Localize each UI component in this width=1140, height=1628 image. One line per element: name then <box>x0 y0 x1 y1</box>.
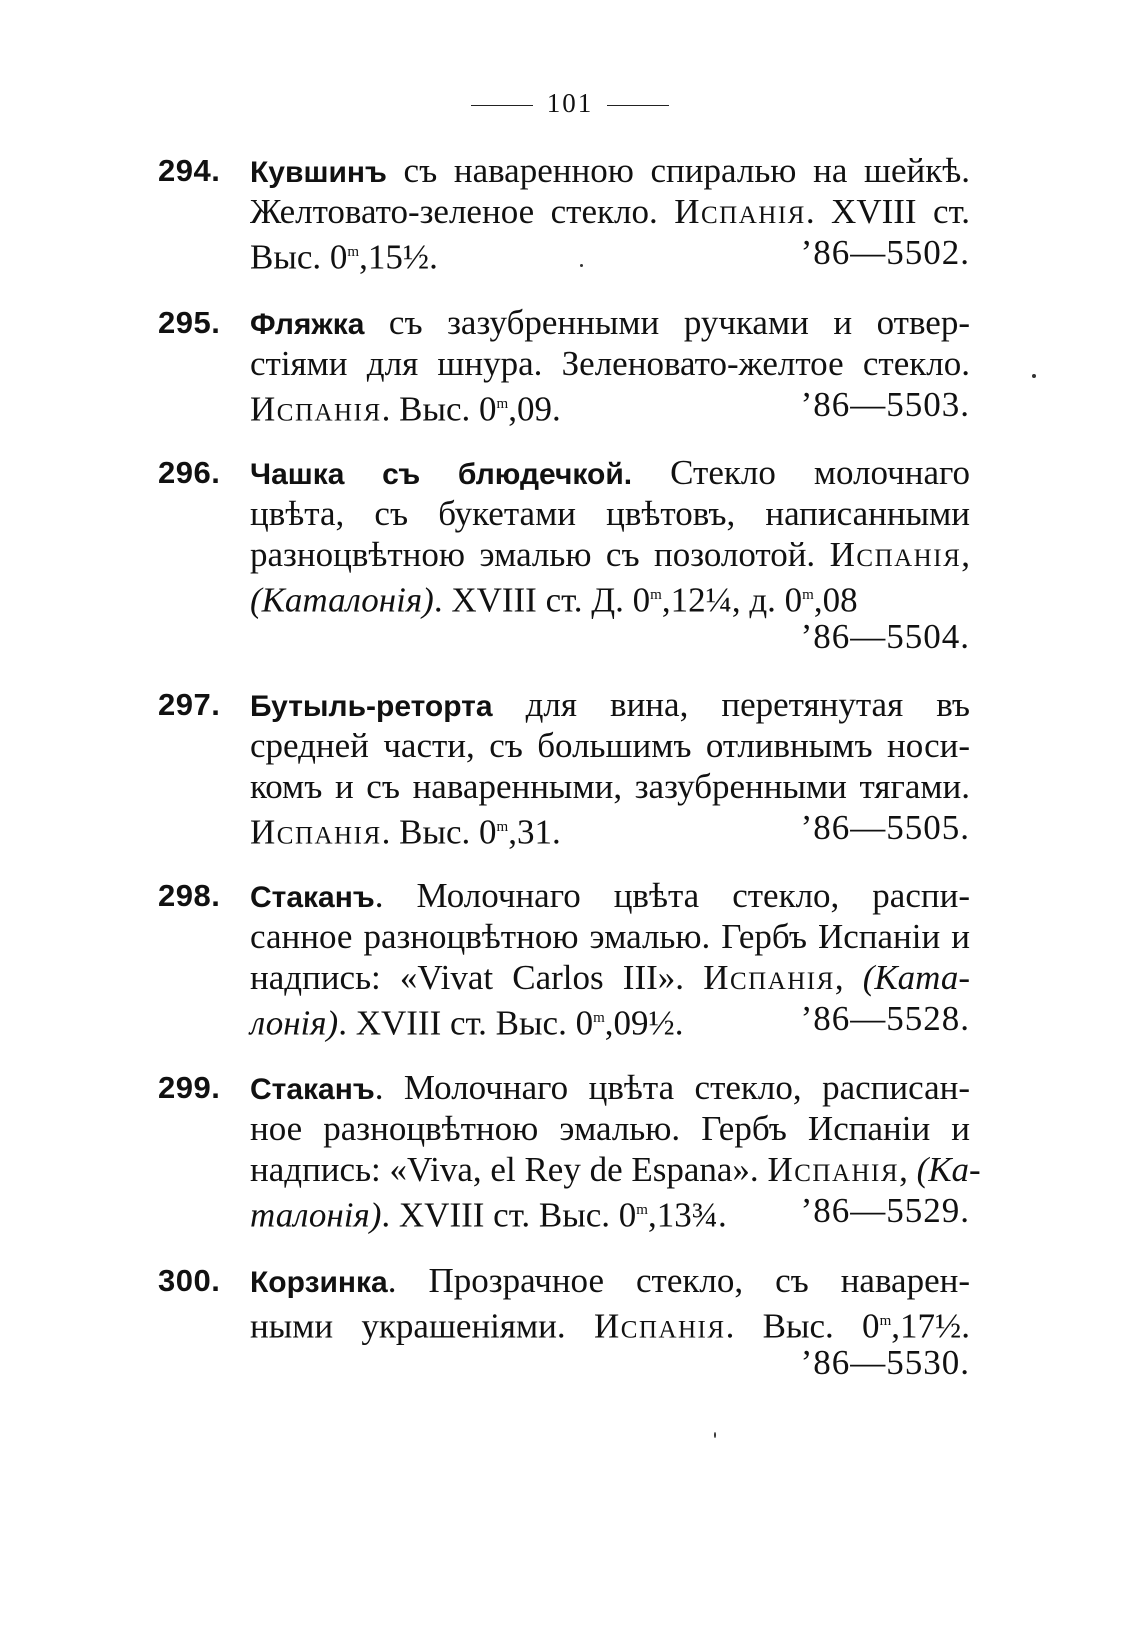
catalog-entry-297 <box>158 684 970 852</box>
entry-line: Бутыль-реторта для вина, перетянутая въ <box>250 685 970 724</box>
entry-line: Корзинка. Прозрачное стекло, съ наварен- <box>250 1261 970 1300</box>
catalog-entry-295 <box>158 302 970 429</box>
entry-number: 294. <box>158 153 221 188</box>
entry-line: стіями для шнура. Зеленовато-желтое стекло. <box>250 344 970 383</box>
inventory-number: ’86—5530. <box>800 1343 970 1382</box>
catalog-entry-300 <box>158 1260 970 1383</box>
entry-line: надпись: «Viva, el Rey de Espana». Испанія, (Ка- <box>250 1150 981 1189</box>
entry-line: Стаканъ. Молочнаго цвѣта стекло, расписан- <box>250 1068 970 1107</box>
entry-line-last: Испанія. Выс. 0$^m$,09. ’86—5503. <box>250 385 970 429</box>
entry-number: 296. <box>158 455 221 490</box>
entry-line: комъ и съ наваренными, зазубренными тягами. <box>250 767 970 806</box>
entry-line: ное разноцвѣтною эмалью. Гербъ Испаніи и <box>250 1109 970 1148</box>
entry-line: Кувшинъ съ наваренною спиралью на шейкѣ. <box>250 151 970 190</box>
header-rule-right <box>607 105 669 106</box>
entry-line: цвѣта, съ букетами цвѣтовъ, написанными <box>250 494 970 533</box>
entry-line: Чашка съ блюдечкой. Стекло молочнаго <box>250 453 970 492</box>
page-number: 101 <box>546 88 594 118</box>
catalog-entry-296 <box>158 452 970 657</box>
inventory-number: ’86—5505. <box>800 808 970 847</box>
inventory-number: ’86—5529. <box>800 1191 970 1230</box>
print-speck <box>714 1432 716 1438</box>
inventory-number: ’86—5503. <box>800 385 970 424</box>
entry-line: Желтовато-зеленое стекло. Испанія. XVIII ст. <box>250 192 970 231</box>
catalog-entry-294 <box>158 150 970 277</box>
entry-number: 298. <box>158 878 221 913</box>
entry-line-last <box>250 1342 970 1383</box>
entry-line: Стаканъ. Молочнаго цвѣта стекло, распи- <box>250 876 970 915</box>
entry-number: 300. <box>158 1263 221 1298</box>
entry-line: санное разноцвѣтною эмалью. Гербъ Испаніи и <box>250 917 970 956</box>
entry-line-last <box>250 616 970 657</box>
entry-number: 299. <box>158 1070 221 1105</box>
entry-line-last: Выс. 0$^m$,15½. ’86—5502. <box>250 233 970 277</box>
entry-line: (Каталонія). XVIII ст. Д. 0$^m$,12¼, д. 0$^m$,08 <box>250 580 858 620</box>
entry-line-last: Испанія. Выс. 0$^m$,31. ’86—5505. <box>250 808 970 852</box>
inventory-number: ’86—5528. <box>800 999 970 1038</box>
catalog-entry-299 <box>158 1067 981 1235</box>
entry-line-last: лонія). XVIII ст. Выс. 0$^m$,09½. ’86—5528. <box>250 999 970 1043</box>
print-speck <box>580 264 583 267</box>
entry-number: 295. <box>158 305 221 340</box>
entry-number: 297. <box>158 687 221 722</box>
page-header <box>0 88 1140 119</box>
inventory-number: ’86—5504. <box>800 617 970 656</box>
entry-line: ными украшеніями. Испанія. Выс. 0$^m$,17½. <box>250 1306 970 1346</box>
entry-line: средней части, съ большимъ отливнымъ носи- <box>250 726 970 765</box>
inventory-number: ’86—5502. <box>800 233 970 272</box>
entry-line-last: талонія). XVIII ст. Выс. 0$^m$,13¾. ’86—5529. <box>250 1191 970 1235</box>
header-rule-left <box>471 105 533 106</box>
entry-line: разноцвѣтною эмалью съ позолотой. Испанія, <box>250 535 970 574</box>
print-speck <box>1032 374 1036 378</box>
entry-line: Фляжка съ зазубренными ручками и отвер- <box>250 303 970 342</box>
catalog-entry-298 <box>158 875 970 1043</box>
entry-line: надпись: «Vivat Carlos III». Испанія, (Ката- <box>250 958 970 997</box>
